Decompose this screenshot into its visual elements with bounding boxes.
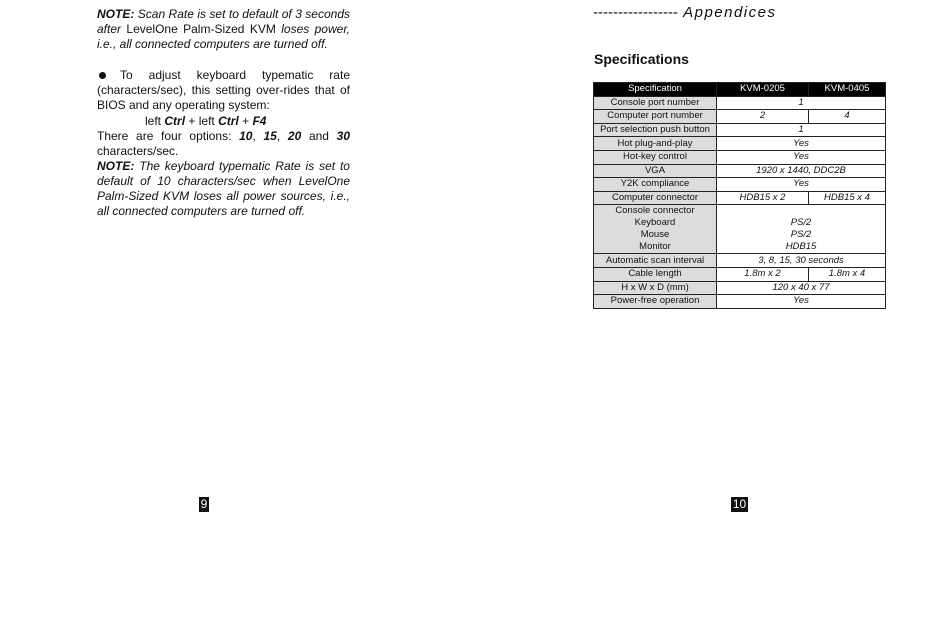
typematic-note	[97, 159, 350, 219]
mouse-label: Mouse	[640, 229, 670, 241]
conjunction: and	[308, 129, 329, 143]
row-label: Port selection push button	[594, 123, 717, 137]
note-text: loses power, i.e., all connected computers are turned off.	[97, 22, 350, 51]
row-label: Cable length	[594, 267, 717, 281]
row-value: 3, 8, 15, 30 seconds	[717, 254, 886, 268]
key-plus: +	[242, 114, 250, 128]
note-label: NOTE:	[97, 7, 135, 21]
row-label: Y2K compliance	[594, 178, 717, 192]
console-connector-label: Console connector	[615, 205, 695, 217]
row-value: 1	[717, 123, 886, 137]
row-label: Hot-key control	[594, 150, 717, 164]
column-header: KVM-0205	[717, 83, 809, 97]
monitor-label: Monitor	[639, 241, 671, 253]
row-value: HDB15 x 2	[717, 191, 809, 205]
row-value	[717, 205, 886, 254]
section-title: Specifications	[594, 51, 689, 67]
row-label: Computer connector	[594, 191, 717, 205]
options-suffix: characters/sec.	[97, 144, 179, 158]
row-value: Yes	[717, 137, 886, 151]
note-label: NOTE:	[97, 159, 135, 173]
row-value: 1920 x 1440, DDC2B	[717, 164, 886, 178]
key-modifier-side: left	[198, 114, 215, 128]
table-row	[594, 110, 886, 124]
key-f4: F4	[252, 114, 267, 128]
row-value: 1.8m x 4	[809, 267, 886, 281]
bullet-text: To adjust keyboard typematic rate (characters/sec), this setting over-rides that of BIOS and any operating system:	[97, 68, 350, 112]
row-label: Power-free operation	[594, 295, 717, 309]
row-label	[594, 205, 717, 254]
table-row	[594, 281, 886, 295]
row-label: Automatic scan interval	[594, 254, 717, 268]
note-text: The keyboard typematic Rate is set to default of 10 characters/sec when LevelOne Palm-Sized KVM loses all power sources, i.e., all connected computers are turned off.	[97, 159, 350, 218]
typematic-bullet	[97, 68, 350, 113]
row-value: 4	[809, 110, 886, 124]
row-label: Hot plug-and-play	[594, 137, 717, 151]
options-prefix: There are four options:	[97, 129, 232, 143]
key-modifier-side: left	[145, 114, 162, 128]
keyboard-label: Keyboard	[634, 217, 676, 229]
product-name: LevelOne Palm-Sized KVM	[126, 22, 276, 36]
table-row	[594, 267, 886, 281]
key-plus: +	[188, 114, 196, 128]
row-label: VGA	[594, 164, 717, 178]
table-row	[594, 96, 886, 110]
specifications-table	[593, 82, 886, 309]
row-label: Console port number	[594, 96, 717, 110]
table-row	[594, 295, 886, 309]
table-header-row	[594, 83, 886, 97]
row-value: HDB15 x 4	[809, 191, 886, 205]
row-label: Computer port number	[594, 110, 717, 124]
table-row	[594, 205, 886, 254]
page-number: 9	[200, 497, 208, 511]
row-value: 1	[717, 96, 886, 110]
table-row	[594, 191, 886, 205]
row-value: Yes	[717, 150, 886, 164]
note-text: Scan Rate is set to default of 3 seconds after	[97, 7, 350, 36]
table-row	[594, 254, 886, 268]
row-value: 1.8m x 2	[717, 267, 809, 281]
key-ctrl: Ctrl	[218, 114, 239, 128]
keyboard-value: PS/2	[790, 217, 812, 229]
option-value: 20	[287, 129, 302, 143]
table-row	[594, 123, 886, 137]
column-header: Specification	[594, 83, 717, 97]
page-number: 10	[732, 497, 747, 511]
mouse-value: PS/2	[790, 229, 812, 241]
scan-rate-note	[97, 7, 350, 52]
table-row	[594, 178, 886, 192]
page-header	[593, 4, 777, 22]
row-value: Yes	[717, 295, 886, 309]
bullet-icon	[99, 72, 106, 79]
key-ctrl: Ctrl	[164, 114, 186, 128]
separator: ,	[276, 129, 281, 143]
row-value: Yes	[717, 178, 886, 192]
table-row	[594, 137, 886, 151]
row-label: H x W x D (mm)	[594, 281, 717, 295]
row-value: 2	[717, 110, 809, 124]
table-row	[594, 164, 886, 178]
header-title: Appendices	[683, 4, 777, 21]
header-dashes: -----------------	[593, 4, 678, 21]
option-value: 15	[263, 129, 277, 143]
monitor-value: HDB15	[785, 241, 817, 253]
table-row	[594, 150, 886, 164]
option-value: 30	[336, 129, 351, 143]
option-value: 10	[239, 129, 253, 143]
options-text	[97, 129, 350, 159]
hotkey-combination	[145, 114, 266, 129]
column-header: KVM-0405	[809, 83, 886, 97]
row-value: 120 x 40 x 77	[717, 281, 886, 295]
separator: ,	[252, 129, 256, 143]
